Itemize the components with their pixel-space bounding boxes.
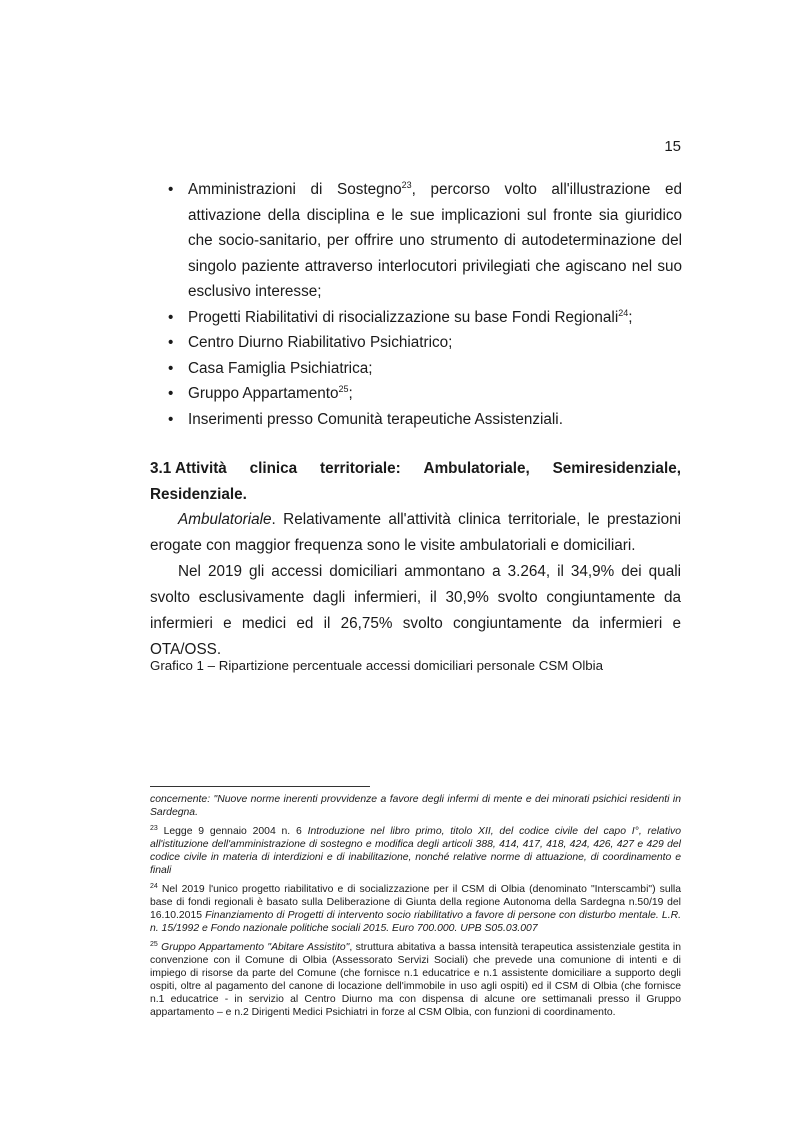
list-item-text: Gruppo Appartamento	[188, 385, 339, 402]
bullet-icon: •	[168, 334, 174, 351]
list-item	[168, 305, 682, 331]
section-heading-word: Semiresidenziale,	[552, 460, 681, 477]
paragraph-lead: Ambulatoriale	[178, 511, 272, 528]
paragraph: Nel 2019 gli accessi domiciliari ammontano a 3.264, il 34,9% dei quali svolto esclusivamente dagli infermieri, il 30,9% svolto congiuntamente da infermieri e medici ed il 26,75% svolto congiuntamente da infermieri e OTA/OSS.	[150, 563, 681, 658]
list-item-text: Centro Diurno Riabilitativo Psichiatrico;	[188, 334, 453, 351]
footnote-ref[interactable]: 24	[618, 307, 629, 318]
section-heading	[150, 456, 681, 507]
footnote-25	[150, 941, 681, 1019]
bullet-icon: •	[168, 181, 174, 198]
bullet-icon: •	[168, 410, 174, 428]
section-heading-word: territoriale:	[319, 460, 401, 477]
list-item-text: Progetti Riabilitativi di risocializzazione su base Fondi Regionali	[188, 308, 619, 326]
footnote-24	[150, 883, 681, 935]
section-heading-word: clinica	[249, 460, 298, 477]
section-heading-line	[150, 456, 681, 482]
footnote-text: Gruppo Appartamento "Abitare Assistito"	[157, 942, 350, 953]
section-heading-line: Residenziale.	[150, 485, 247, 503]
figure-caption: Grafico 1 – Ripartizione percentuale accessi domiciliari personale CSM Olbia	[150, 658, 604, 673]
footnote-text: Finanziamento di Progetti di intervento socio riabilitativo a favore di persone con disturbo mentale. L.R. n. 15/1992 e Fondo nazionale politiche sociali 2015. Euro 700.000. UPB S05.03.007	[150, 910, 681, 934]
bullet-list	[168, 177, 682, 432]
footnote-text: Legge 9 gennaio 2004 n. 6	[157, 826, 308, 837]
list-item	[168, 407, 682, 433]
footnote-divider	[150, 786, 370, 787]
paragraph-text: . Relativamente all'attività clinica territoriale, le prestazioni erogate con maggior frequenza sono le visite ambulatoriali e domiciliari.	[150, 511, 681, 554]
footnote-ref[interactable]: 25	[338, 384, 349, 394]
list-item-text: , percorso volto all'illustrazione ed attivazione della disciplina e le sue implicazioni sul fronte sia giuridico che socio-sanitario, per offrire uno strumento di autodeterminazione del singolo paziente attraverso interlocutori privilegiati che agiscano nel suo esclusivo interesse;	[188, 181, 683, 300]
footnote-text: , struttura abitativa a bassa intensità terapeutica assistenziale gestita in convenzione con il Comune di Olbia (Assessorato Servizi Sociali) che prevede una comunione di intenti e di impiego di risorse da parte del Comune (che fornisce n.1 educatrice e n.1 assistente domiciliare a supporto degli ospiti, oltre al pagamento del canone di locazione dell'immobile in uso agli ospiti) ed il CSM di Olbia (che fornisce n.1 educatrice - in servizio al Centro Diurno ma con dispensa di alcune ore settimanali presso il Gruppo appartamento – e n.2 Dirigenti Medici Psichiatri in forze al CSM Olbia, con funzioni di coordinamento.	[150, 942, 681, 1018]
footnote-text: Introduzione nel libro primo, titolo XII, del codice civile del capo I°, relativo all'istituzione dell'amministrazione di sostegno e modifica degli articoli 388, 414, 417, 418, 424, 426, 427 e 429 del codice civile in materia di interdizioni e di inabilitazione, nonché relative norme di attuazione, di coordinamento e finali	[150, 826, 681, 876]
list-item-text: ;	[628, 308, 633, 326]
footnote-ref[interactable]: 23	[401, 180, 412, 190]
list-item-text: Casa Famiglia Psichiatrica;	[188, 359, 373, 377]
footnote-continuation: concernente: "Nuove norme inerenti provvidenze a favore degli infermi di mente e dei minorati psichici residenti in Sardegna.	[150, 794, 681, 818]
list-item-text: Inserimenti presso Comunità terapeutiche Assistenziali.	[188, 410, 563, 428]
body-text	[150, 507, 681, 663]
bullet-icon: •	[168, 359, 174, 377]
list-item	[168, 330, 682, 356]
section-heading-word: Ambulatoriale,	[423, 460, 530, 477]
list-item-text: ;	[348, 385, 353, 402]
footnote-number: 25	[150, 941, 158, 948]
bullet-icon: •	[168, 385, 174, 402]
footnote-number: 24	[150, 883, 158, 890]
footnote-23	[150, 825, 681, 877]
bullet-icon: •	[168, 308, 174, 326]
paragraph	[150, 507, 681, 559]
footnotes	[150, 793, 681, 1025]
list-item	[168, 381, 682, 407]
list-item-text: Amministrazioni di Sostegno	[188, 181, 402, 198]
list-item	[168, 356, 682, 382]
footnote-text: Nel 2019 l'unico progetto riabilitativo e di socializzazione per il CSM di Olbia (denominato "Interscambi") sulla base di fondi regionali è basato sulla Deliberazione di Giunta della regione Autonoma della Sardegna n.50/19 del 16.10.2015	[150, 884, 681, 921]
list-item	[168, 177, 682, 305]
section-heading-word: 3.1 Attività	[150, 460, 227, 477]
page-number: 15	[664, 138, 681, 155]
footnote-number: 23	[150, 825, 158, 832]
